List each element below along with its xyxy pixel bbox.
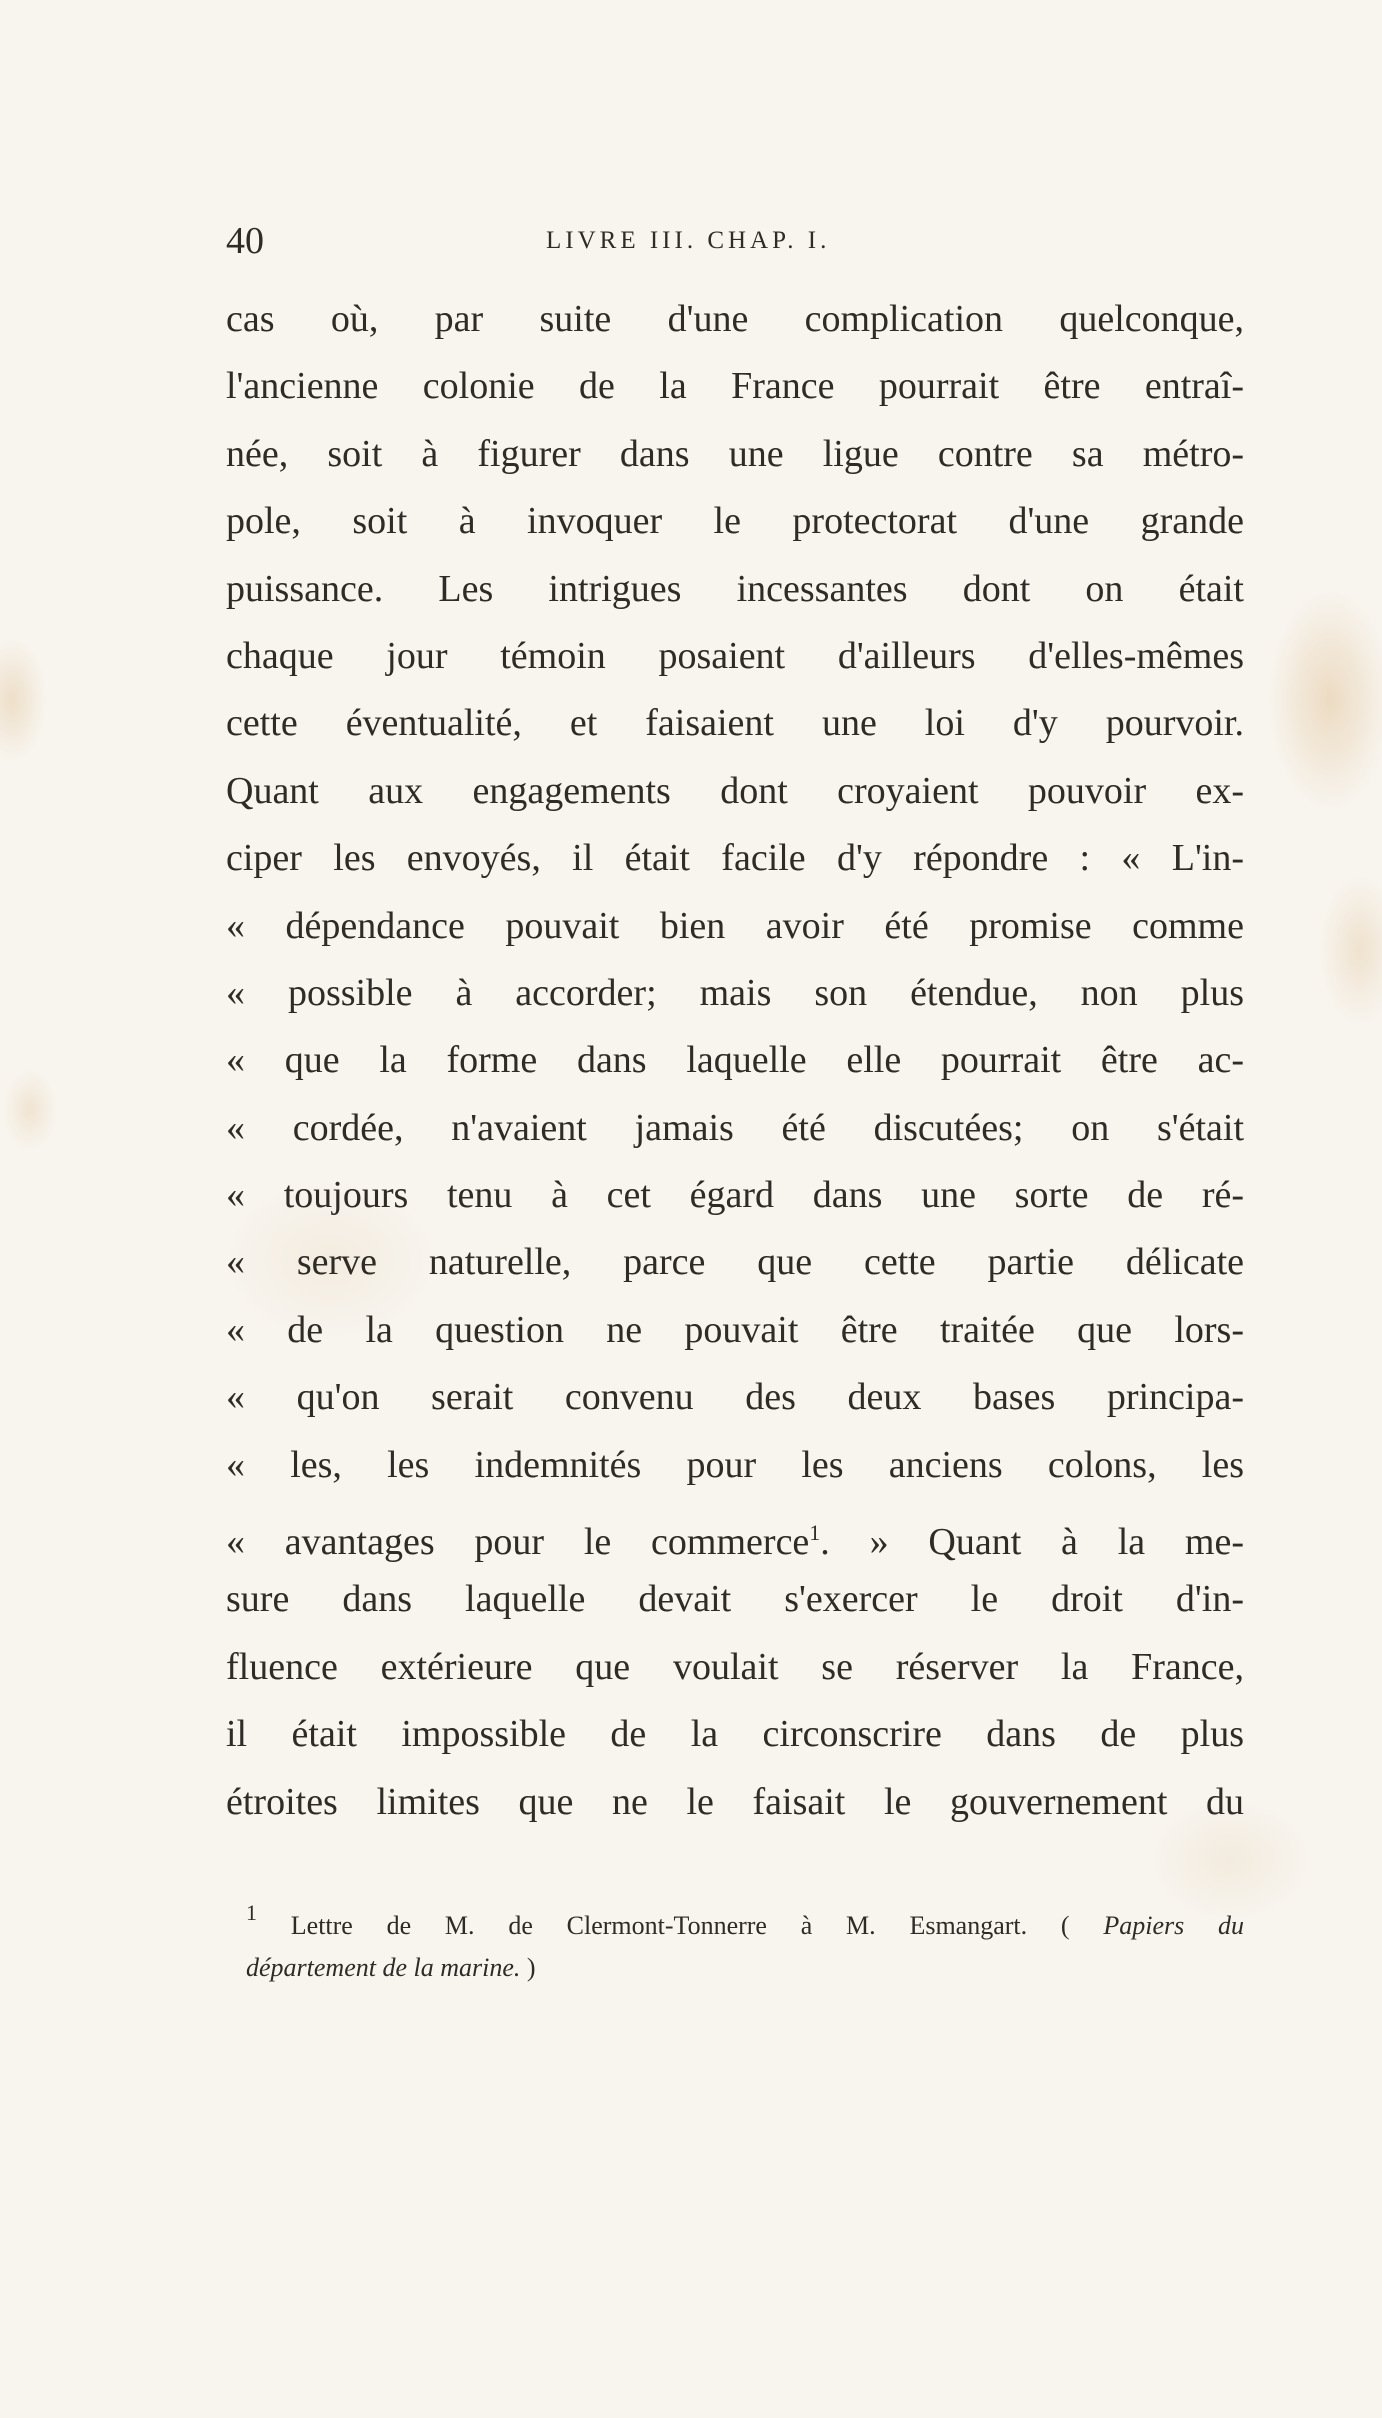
text-line: cas où, par suite d'une complication quelconque, xyxy=(226,298,1244,340)
text-line: sure dans laquelle devait s'exercer le droit d'in- xyxy=(226,1578,1244,1621)
text-line: l'ancienne colonie de la France pourrait être entraî- xyxy=(226,365,1244,408)
text-line: née, soit à figurer dans une ligue contre sa métro- xyxy=(226,432,1244,475)
text-line: « de la question ne pouvait être traitée que lors- xyxy=(226,1308,1244,1351)
footnote-source: Papiers du xyxy=(1103,1911,1245,1940)
text-line: puissance. Les intrigues incessantes dont on était xyxy=(226,567,1244,610)
footnote-reference: 1 xyxy=(809,1520,821,1546)
footnote xyxy=(246,1892,1244,1989)
body-text xyxy=(226,286,1244,1836)
text-line: « que la forme dans laquelle elle pourrait être ac- xyxy=(226,1039,1244,1082)
text-line: « les, les indemnités pour les anciens colons, les xyxy=(226,1443,1244,1486)
text-line: « qu'on serait convenu des deux bases principa- xyxy=(226,1376,1244,1419)
text-line: il était impossible de la circonscrire dans de plus xyxy=(226,1713,1244,1756)
text-fragment: . » Quant à la me- xyxy=(820,1521,1244,1564)
text-line: « cordée, n'avaient jamais été discutées; on s'était xyxy=(226,1106,1244,1149)
text-line: « toujours tenu à cet égard dans une sorte de ré- xyxy=(226,1174,1244,1217)
text-line: cette éventualité, et faisaient une loi d'y pourvoir. xyxy=(226,702,1244,745)
footnote-line xyxy=(246,1947,1244,1989)
footnote-line xyxy=(246,1892,1244,1947)
text-line: étroites limites que ne le faisait le gouvernement du xyxy=(226,1780,1244,1823)
page-number: 40 xyxy=(226,220,264,262)
text-line: fluence extérieure que voulait se réserver la France, xyxy=(226,1645,1244,1688)
text-line: « serve naturelle, parce que cette partie délicate xyxy=(226,1241,1244,1284)
page-header xyxy=(226,216,1246,266)
text-line: pole, soit à invoquer le protectorat d'une grande xyxy=(226,500,1244,543)
text-line: « possible à accorder; mais son étendue, non plus xyxy=(226,971,1244,1014)
footnote-closing: ) xyxy=(526,1953,536,1982)
footnote-text: Lettre de M. de Clermont-Tonnerre à M. Esmangart. ( xyxy=(290,1911,1070,1940)
text-line-with-note xyxy=(226,1499,1244,1566)
running-head: LIVRE III. CHAP. I. xyxy=(546,227,831,254)
text-line: chaque jour témoin posaient d'ailleurs d'elles-mêmes xyxy=(226,634,1244,677)
text-line: « dépendance pouvait bien avoir été promise comme xyxy=(226,904,1244,947)
footnote-source: département de la marine. xyxy=(246,1953,521,1982)
text-line: Quant aux engagements dont croyaient pouvoir ex- xyxy=(226,769,1244,812)
text-line: ciper les envoyés, il était facile d'y répondre : « L'in- xyxy=(226,837,1244,880)
footnote-marker: 1 xyxy=(246,1900,257,1925)
text-fragment: « avantages pour le commerce xyxy=(226,1521,810,1564)
